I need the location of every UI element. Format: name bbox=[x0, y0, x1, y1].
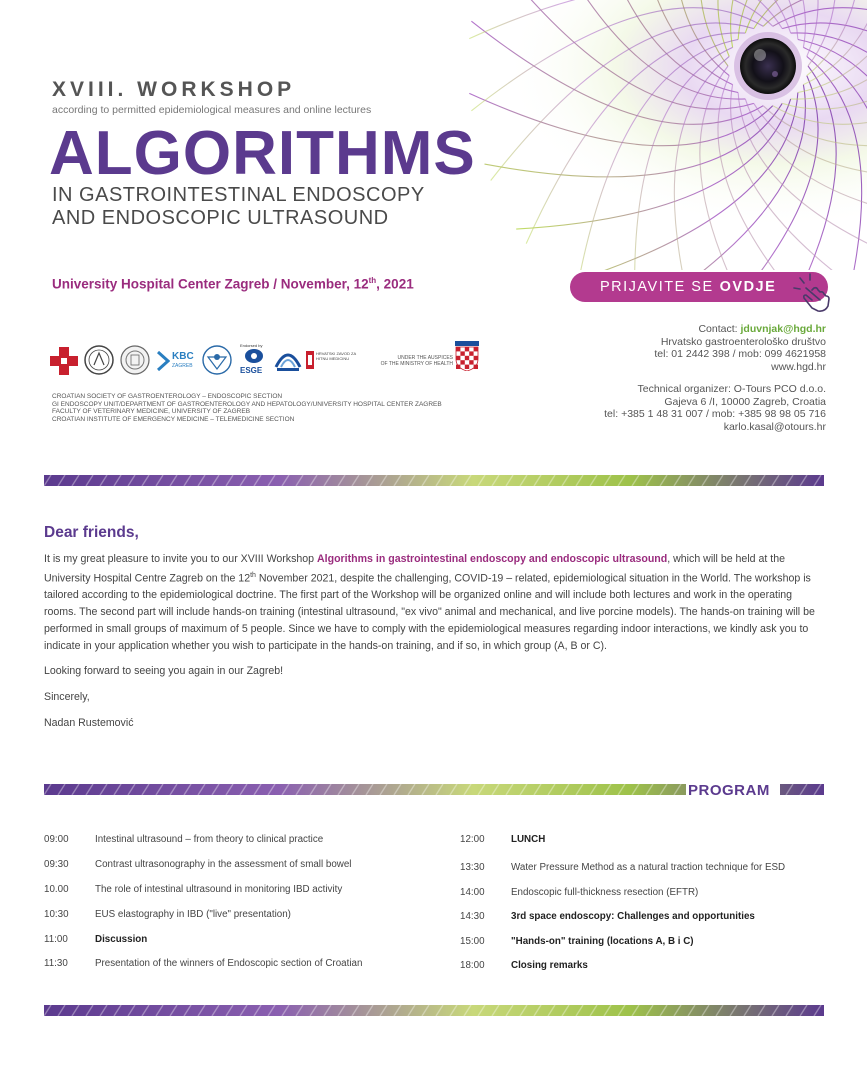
program-time: 09:30 bbox=[44, 859, 69, 870]
program-time: 10:30 bbox=[44, 909, 69, 920]
page-subtitle bbox=[52, 184, 425, 230]
subtitle-line-2: AND ENDOSCOPIC ULTRASOUND bbox=[52, 207, 389, 229]
program-time: 18:00 bbox=[460, 960, 485, 971]
divider-band-bottom bbox=[44, 1005, 824, 1016]
program-session-title: Endoscopic full-thickness resection (EFTR) bbox=[511, 886, 699, 898]
program-session-title: Contrast ultrasonography in the assessment of small bowel bbox=[95, 859, 352, 870]
pointing-hand-icon bbox=[790, 270, 836, 314]
program-time: 12:00 bbox=[460, 834, 485, 845]
program-session-title: Presentation of the winners of Endoscopic section of Croatian bbox=[95, 958, 363, 969]
program-time: 11:00 bbox=[44, 933, 68, 945]
hzhm-logo: HRVATSKI ZAVOD ZA HITNU MEDICINU bbox=[306, 349, 366, 373]
hgd-cross-logo-icon bbox=[50, 345, 78, 377]
university-seal-icon bbox=[84, 345, 114, 375]
gastro-society-emblem-icon bbox=[202, 345, 232, 375]
letter-signature: Nadan Rustemović bbox=[44, 716, 134, 729]
program-session-title: LUNCH bbox=[511, 834, 546, 845]
technical-organizer-block: Technical organizer: O-Tours PCO d.o.o. Gajeva 6 /I, 10000 Zagreb, Croatia tel: +385 1 48 31 007 / mob: +385 98 98 05 716 karlo.kasal@otours.hr bbox=[466, 383, 826, 433]
hzhm-mark-icon bbox=[306, 351, 314, 369]
letter-paragraph-1: It is my great pleasure to invite you to our XVIII Workshop Algorithms in gastrointestinal endoscopy and endoscopic ultrasound, which will be held at the University Hospital Centre Zagreb on the 12th November 2021, despite the challenging, COVID-19 – related, epidemiological situation in the World. The workshop is tailored according to the epidemiological doctrine. The first part of the Workshop will be organized online and will include both lectures and work in the operating rooms. The second part will include hands-on training (intestinal ultrasound, "ex vivo" animal and mechanical, and live porcine models). The hands-on training will be performed in small groups of maximum of 5 people. Since we have to comply with the epidemiological measures regarding indoor interactions, we kindly ask you to indicate in your application whether you wish to participate in the hands-on training, and if so, in which group (A, B or C). bbox=[44, 553, 815, 652]
veterinary-faculty-seal-icon bbox=[120, 345, 150, 375]
contact-phone: tel: 01 2442 398 / mob: 099 4621958 bbox=[654, 348, 826, 360]
program-time: 13:30 bbox=[460, 862, 485, 873]
workshop-number: XVIII. WORKSHOP bbox=[52, 78, 296, 101]
letter-paragraph-2: Looking forward to seeing you again in our Zagreb! bbox=[44, 665, 284, 678]
page-title: ALGORITHMS bbox=[49, 119, 476, 188]
program-time: 11:30 bbox=[44, 958, 68, 969]
camera-lens-icon bbox=[740, 38, 796, 94]
divider-band-top bbox=[44, 475, 824, 486]
venue-date: University Hospital Center Zagreb / November, 12th, 2021 bbox=[52, 276, 414, 292]
program-time: 15:00 bbox=[460, 935, 485, 947]
program-time: 14:00 bbox=[460, 886, 485, 898]
program-session-title: The role of intestinal ultrasound in monitoring IBD activity bbox=[95, 884, 343, 895]
esge-eye-icon bbox=[244, 348, 264, 364]
program-session-title: EUS elastography in IBD ("live" presentation) bbox=[95, 909, 291, 920]
program-session-title: Intestinal ultrasound – from theory to clinical practice bbox=[95, 834, 324, 845]
program-time: 09:00 bbox=[44, 834, 69, 845]
auspices-text: UNDER THE AUSPICES OF THE MINISTRY OF HEALTH bbox=[380, 355, 453, 367]
contact-email-link[interactable]: jduvnjak@hgd.hr bbox=[740, 323, 826, 335]
register-label-bold: OVDJE bbox=[719, 279, 777, 295]
technical-email-link[interactable]: karlo.kasal@otours.hr bbox=[723, 420, 826, 433]
letter-closing: Sincerely, bbox=[44, 691, 90, 704]
contact-web-link[interactable]: www.hgd.hr bbox=[771, 360, 826, 373]
program-session-title: Closing remarks bbox=[511, 960, 588, 971]
program-session-title: "Hands-on" training (locations A, B i C) bbox=[511, 935, 694, 947]
workshop-subtitle: according to permitted epidemiological measures and online lectures bbox=[52, 104, 372, 116]
program-time: 14:30 bbox=[460, 911, 485, 922]
program-session-title: Water Pressure Method as a natural traction technique for ESD bbox=[511, 862, 786, 873]
contact-org: Hrvatsko gastroenterološko društvo bbox=[660, 335, 826, 348]
register-label: PRIJAVITE SE bbox=[600, 279, 714, 295]
letter-body bbox=[44, 551, 824, 741]
esge-logo: Endorsed by ESGE bbox=[240, 343, 263, 375]
kbc-logo: KBC ZAGREB bbox=[156, 348, 198, 374]
program-title: PROGRAM bbox=[686, 782, 780, 799]
sedena-logo-icon bbox=[274, 347, 302, 373]
contact-block: Contact: jduvnjak@hgd.hr Hrvatsko gastroenterološko društvo tel: 01 2442 398 / mob: 099 4621958 www.hgd.hr bbox=[466, 323, 826, 373]
organizers-list: CROATIAN SOCIETY OF GASTROENTEROLOGY – ENDOSCOPIC SECTION GI ENDOSCOPY UNIT/DEPARTMENT OF GASTROENTEROLOGY AND HEPATOLOGY/UNIVERSITY HOSPITAL CENTER ZAGREB FACULTY OF VETERINARY MEDICINE, UNIVERSITY OF ZAGREB CROATIAN INSTITUTE OF EMERGENCY MEDICINE – TELEMEDICINE SECTION bbox=[52, 393, 442, 423]
kbc-mark-icon bbox=[156, 350, 170, 372]
letter-greeting: Dear friends, bbox=[44, 524, 139, 541]
croatian-coat-of-arms-icon bbox=[455, 341, 479, 371]
subtitle-line-1: IN GASTROINTESTINAL ENDOSCOPY bbox=[52, 184, 425, 206]
program-session-title: 3rd space endoscopy: Challenges and opportunities bbox=[511, 911, 755, 922]
program-session-title: Discussion bbox=[95, 933, 148, 945]
program-time: 10.00 bbox=[44, 884, 69, 895]
